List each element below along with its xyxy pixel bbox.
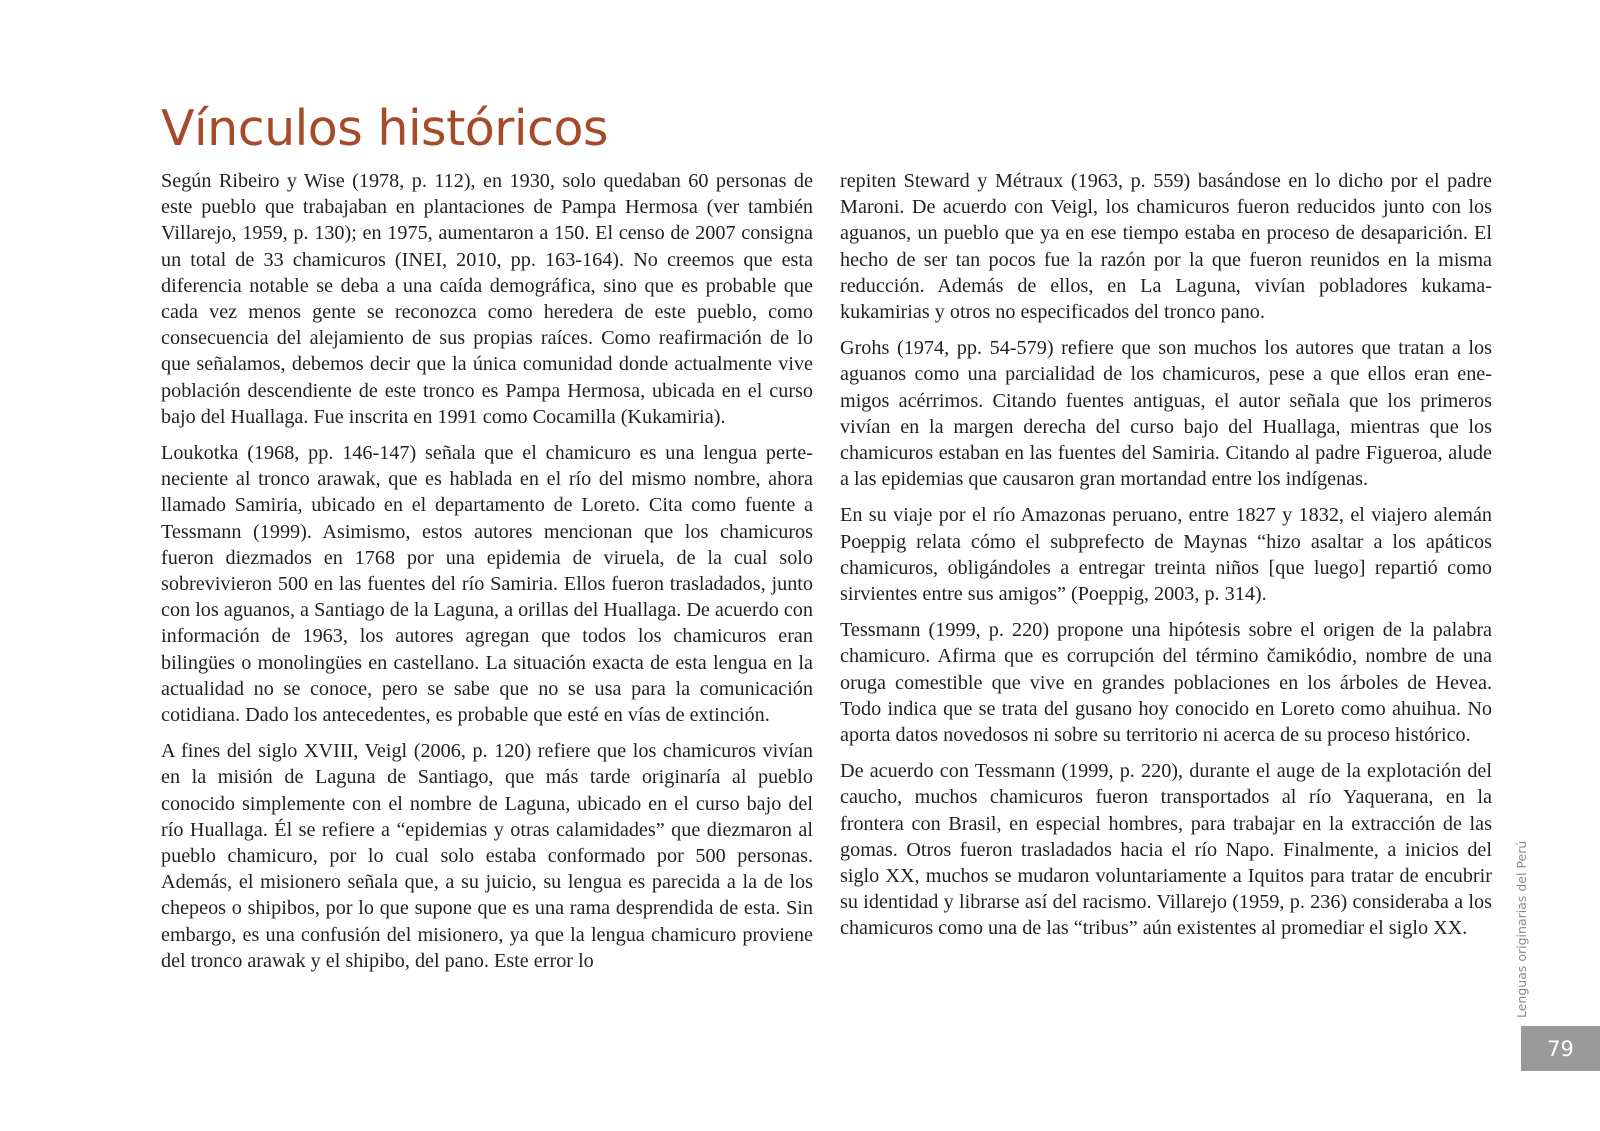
paragraph: Loukotka (1968, pp. 146-147) señala que el chamicuro es una lengua perteneciente al tronco arawak, que es hablada en el río del mismo nombre, ahora llamado Samiria, ubicado en el departamento de Loreto. Cita como fuente a Tessmann (1999). Asimismo, estos autores mencionan que los chamicuros fueron diezmados en 1768 por una epidemia de viruela, de la cual solo sobrevivieron 500 en las fuentes del río Samiria. Ellos fueron trasladados, junto con los aguanos, a Santiago de la Laguna, a orillas del Huallaga. De acuerdo con información de 1963, los autores agregan que todos los chamicuros eran bilingües o monolingües en castellano. La situación exacta de esta lengua en la actualidad no se conoce, pero se sabe que no se usa para la comunicación cotidiana. Dado los antecedentes, es probable que esté en vías de extinción. <box>161 442 813 727</box>
left-column <box>161 168 813 984</box>
page-number: 79 <box>1547 1036 1574 1061</box>
paragraph: A fines del siglo XVIII, Veigl (2006, p. 120) refiere que los chamicuros vivían en la misión de Laguna de Santiago, que más tarde originaría al pueblo conocido simplemente con el nombre de Laguna, ubicado en el curso bajo del río Huallaga. Él se refiere a “epidemias y otras calamidades” que diezmaron al pueblo chamicuro, por lo cual solo estaba conformado por 500 personas. Además, el misionero señala que, a su juicio, su lengua es parecida a la de los chepeos o shipibos, por lo que supone que es una rama desprendida de esta. Sin embargo, es una confusión del misionero, ya que la lengua chamicuro proviene del tronco arawak y el shipibo, del pano. Este error lo <box>161 740 813 972</box>
book-title-sidebar: Lenguas originarias del Perú <box>1514 840 1529 1018</box>
paragraph: Según Ribeiro y Wise (1978, p. 112), en 1930, solo quedaban 60 personas de este pueblo que trabajaban en plantaciones de Pampa Hermosa (ver también Villarejo, 1959, p. 130); en 1975, aumentaron a 150. El censo de 2007 consigna un total de 33 chamicuros (INEI, 2010, pp. 163-164). No creemos que esta diferencia notable se deba a una caída demográfica, sino que es probable que cada vez menos gente se reconozca como heredera de este pueblo, como consecuencia del alejamiento de sus propias raíces. Como reafirmación de lo que señalamos, debemos decir que la única comunidad donde actualmente vive población descendiente de este tronco es Pampa Hermosa, ubicada en el curso bajo del Huallaga. Fue inscrita en 1991 como Cocamilla (Kukamiria). <box>161 170 813 428</box>
page-number-box <box>1521 1026 1600 1071</box>
paragraph: Tessmann (1999, p. 220) propone una hipótesis sobre el origen de la palabra chamicuro. Afirma que es corrupción del término čamikódio, nombre de una oruga comestible que vive en grandes poblaciones en los árboles de Hevea. Todo indica que se trata del gusano hoy conocido en Loreto como ahuihua. No aporta datos novedosos ni sobre su territorio ni acerca de su proceso histórico. <box>840 619 1492 747</box>
paragraph: Grohs (1974, pp. 54-579) refiere que son muchos los autores que tratan a los aguanos como una parcialidad de los chamicuros, pese a que ellos eran enemigos acérrimos. Citando fuentes antiguas, el autor señala que los primeros vivían en la margen derecha del curso bajo del Huallaga, mientras que los chamicuros estaban en las fuentes del Samiria. Citando al padre Figueroa, alude a las epidemias que causaron gran mortandad entre los indígenas. <box>840 337 1492 491</box>
paragraph: De acuerdo con Tessmann (1999, p. 220), durante el auge de la explotación del caucho, muchos chamicuros fueron transportados al río Yaquerana, en la frontera con Brasil, en especial hombres, para trabajar en la extracción de las gomas. Otros fueron trasladados hacia el río Napo. Finalmente, a inicios del siglo XX, muchos se mudaron voluntariamente a Iquitos para tratar de encubrir su identidad y librarse así del racismo. Villarejo (1959, p. 236) consideraba a los chamicuros como una de las “tribus” aún existentes al promediar el siglo XX. <box>840 760 1492 940</box>
paragraph: En su viaje por el río Amazonas peruano, entre 1827 y 1832, el viajero alemán Poeppig relata cómo el subprefecto de Maynas “hizo asaltar a los apáticos chamicuros, obligándoles a entregar treinta niños [que luego] repartió como sirvientes entre sus amigos” (Poeppig, 2003, p. 314). <box>840 504 1492 606</box>
paragraph: repiten Steward y Métraux (1963, p. 559) basándose en lo dicho por el padre Maroni. De acuerdo con Veigl, los chamicuros fueron reducidos junto con los aguanos, un pueblo que ya en ese tiempo estaba en proceso de desaparición. El hecho de ser tan pocos fue la razón por la que fueron reunidos en la misma reducción. Además de ellos, en La Laguna, vivían pobladores kukama-kukamirias y otros no especificados del tronco pano. <box>840 170 1492 324</box>
right-column <box>840 168 1492 952</box>
section-title: Vínculos históricos <box>161 100 608 157</box>
